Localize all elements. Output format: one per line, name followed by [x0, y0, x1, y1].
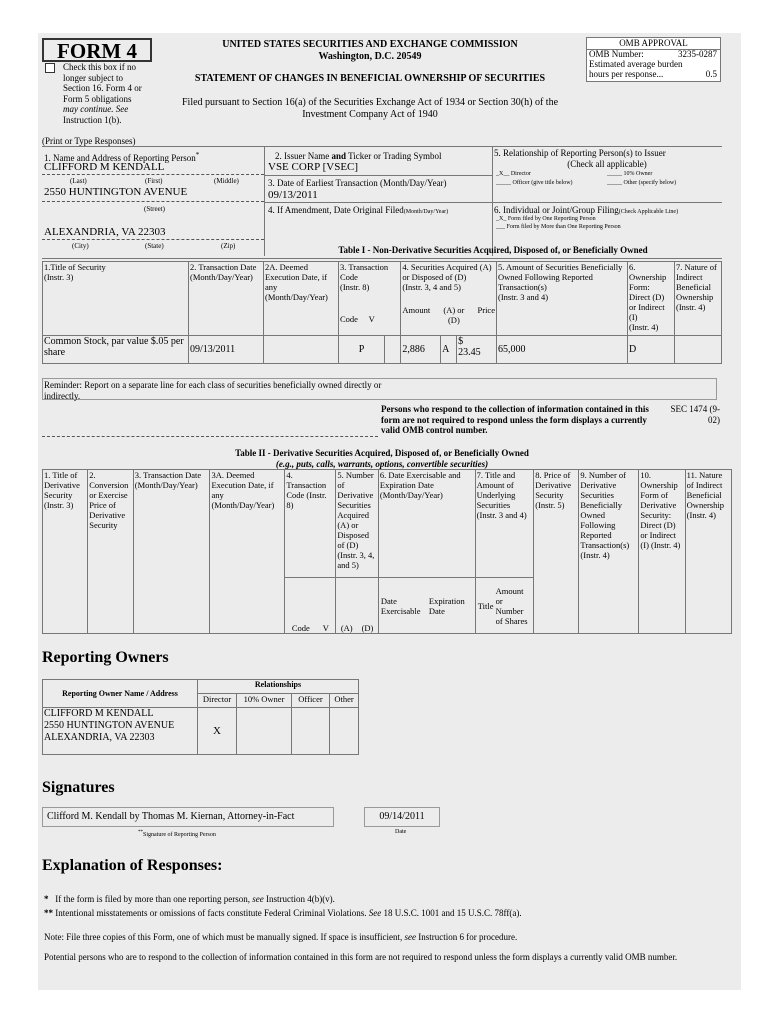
t2-h4: 4. Transaction Code (Instr. 8) — [285, 470, 336, 578]
street-label: (Street) — [144, 205, 165, 213]
signature-box — [42, 807, 334, 827]
tenpct-check: _____ 10% Owner — [607, 171, 653, 177]
t2-h1: 1. Title of Derivative Security (Instr. 3) — [43, 470, 88, 634]
director-check: _X__ Director — [496, 171, 531, 177]
owner-col-relationships: Relationships — [198, 680, 359, 694]
t2-sub-ad: (A) (D) — [336, 578, 379, 634]
owner-col-other: Other — [330, 694, 359, 708]
reporting-owners-heading: Reporting Owners — [42, 649, 169, 666]
omb-approval-box: OMB APPROVAL OMB Number: 3235-0287 Estimated average burden hours per response... 0.5 — [586, 37, 721, 82]
date-box — [364, 807, 440, 827]
t1-h2a: 2A. Deemed Execution Date, if any (Month/Day/Year) — [264, 262, 339, 336]
table-row — [43, 708, 359, 755]
city-label: (City) — [72, 242, 89, 250]
last-label: (Last) — [70, 177, 87, 185]
city-value: ALEXANDRIA, VA 22303 — [44, 226, 166, 238]
persons-notice: Persons who respond to the collection of information contained in this form are not required to respond unless the form displays a currently valid OMB control number. — [381, 404, 649, 435]
t1-r1-v — [385, 336, 401, 364]
t1-r1-amount: 2,886 — [401, 336, 441, 364]
signatures-heading: Signatures — [42, 779, 115, 796]
signer-name: Clifford M. Kendall by Thomas M. Kiernan, Attorney-in-Fact — [47, 811, 295, 822]
first-label: (First) — [145, 177, 163, 185]
state-label: (State) — [145, 242, 164, 250]
form-title: FORM 4 — [57, 39, 137, 63]
t1-r1-form: D — [628, 336, 675, 364]
owner-col-officer: Officer — [292, 694, 330, 708]
individual-more: ___ Form filed by More than One Reporting Person — [496, 224, 621, 230]
t1-h4: 4. Securities Acquired (A) or Disposed of (D) (Instr. 3, 4 and 5) Amount (A) or (D) Price — [401, 262, 497, 336]
reminder-text: Reminder: Report on a separate line for each class of securities beneficially owned directly or indirectly. — [44, 380, 382, 401]
t1-r1-ad: A — [441, 336, 457, 364]
agency-name: UNITED STATES SECURITIES AND EXCHANGE COMMISSION — [222, 39, 518, 50]
table2-title: Table II - Derivative Securities Acquired, Disposed of, or Beneficially Owned — [235, 448, 529, 458]
t2-h3: 3. Transaction Date (Month/Day/Year) — [133, 470, 210, 634]
owner-col-name: Reporting Owner Name / Address — [43, 680, 198, 708]
t2-sub-title-amount: Title Amount or Number of Shares — [475, 578, 534, 634]
t1-r1-owned: 65,000 — [497, 336, 628, 364]
middle-label: (Middle) — [214, 177, 239, 185]
form-title-box — [42, 38, 152, 62]
t2-h8: 8. Price of Derivative Security (Instr. 5) — [534, 470, 579, 634]
filed-pursuant-2: Investment Company Act of 1940 — [302, 109, 438, 120]
t2-h7: 7. Title and Amount of Underlying Securities (Instr. 3 and 4) — [475, 470, 534, 578]
owner-col-tenpct: 10% Owner — [237, 694, 292, 708]
reporting-owners-table — [42, 679, 359, 755]
owner-address: CLIFFORD M KENDALL 2550 HUNTINGTON AVENUE ALEXANDRIA, VA 22303 — [43, 708, 198, 755]
t1-h7: 7. Nature of Indirect Beneficial Ownership (Instr. 4) — [675, 262, 722, 336]
t2-h6: 6. Date Exercisable and Expiration Date (Month/Day/Year) — [378, 470, 475, 578]
explanation-note: Note: File three copies of this Form, one of which must be manually signed. If space is insufficient, see Instruction 6 for procedure. — [44, 932, 518, 942]
filed-pursuant-1: Filed pursuant to Section 16(a) of the Securities Exchange Act of 1934 or Section 30(h) of the — [181, 97, 559, 108]
t1-h6: 6. Ownership Form: Direct (D) or Indirect (I) (Instr. 4) — [628, 262, 675, 336]
signature-date: 09/14/2011 — [379, 811, 425, 822]
issuer-label: 2. Issuer Name and Ticker or Trading Symbol — [275, 151, 442, 161]
individual-one: _X_ Form filed by One Reporting Person — [496, 216, 596, 222]
table1-title: Table I - Non-Derivative Securities Acquired, Disposed of, or Beneficially Owned — [338, 245, 648, 255]
issuer-value: VSE CORP [VSEC] — [268, 161, 359, 173]
other-check: _____ Other (specify below) — [607, 180, 677, 186]
amendment-label: 4. If Amendment, Date Original Filed(Month/Day/Year) — [268, 205, 449, 215]
checkbox-instructions: Check this box if no longer subject to Section 16. Form 4 or Form 5 obligations may continue. See Instruction 1(b). — [63, 62, 142, 125]
street-value: 2550 HUNTINGTON AVENUE — [44, 186, 188, 198]
reporting-person-name: CLIFFORD M KENDALL — [44, 161, 165, 173]
statement-title: STATEMENT OF CHANGES IN BENEFICIAL OWNERSHIP OF SECURITIES — [194, 73, 546, 84]
owner-director-mark: X — [198, 708, 237, 755]
signature-label: **Signature of Reporting Person — [138, 830, 216, 838]
t2-h2: 2. Conversion or Exercise Price of Derivative Security — [88, 470, 134, 634]
earliest-value: 09/13/2011 — [268, 189, 318, 201]
t1-r1-title: Common Stock, par value $.05 per share — [43, 336, 189, 364]
table-row — [43, 336, 722, 364]
t1-h1: 1.Title of Security (Instr. 3) — [43, 262, 189, 336]
table2-subtitle: (e.g., puts, calls, warrants, options, convertible securities) — [275, 459, 489, 469]
t1-r1-nature — [675, 336, 722, 364]
explanation-potential: Potential persons who are to respond to the collection of information contained in this form are not required to respond unless the form displays a currently valid OMB number. — [44, 952, 678, 962]
print-type: (Print or Type Responses) — [42, 136, 136, 146]
t1-r1-date: 09/13/2011 — [189, 336, 264, 364]
sec-number: SEC 1474 (9-02) — [670, 404, 720, 425]
t1-r1-price: $ 23.45 — [457, 336, 497, 364]
relationship-sub: (Check all applicable) — [567, 159, 647, 169]
explanation-heading: Explanation of Responses: — [42, 857, 223, 874]
t1-r1-code: P — [339, 336, 385, 364]
t1-h2: 2. Transaction Date (Month/Day/Year) — [189, 262, 264, 336]
earliest-label: 3. Date of Earliest Transaction (Month/Day/Year) — [268, 178, 447, 188]
reporting-person-label: 1. Name and Address of Reporting Person* — [44, 151, 200, 163]
t1-h5: 5. Amount of Securities Beneficially Owned Following Reported Transaction(s) (Instr. 3 and 4) — [497, 262, 628, 336]
explanation-note-2: ** Intentional misstatements or omissions of facts constitute Federal Criminal Violations. See 18 U.S.C. 1001 and 15 U.S.C. 78ff(a). — [44, 908, 522, 918]
t1-r1-deemed — [264, 336, 339, 364]
t2-h5: 5. Number of Derivative Securities Acquired (A) or Disposed of (D) (Instr. 3, 4, and 5) — [336, 470, 379, 578]
table1 — [42, 261, 722, 364]
officer-check: _____ Officer (give title below) — [496, 180, 573, 186]
table2 — [42, 469, 732, 634]
explanation-note-1: * If the form is filed by more than one reporting person, see Instruction 4(b)(v). — [44, 894, 335, 904]
t2-h9: 9. Number of Derivative Securities Beneficially Owned Following Reported Transaction(s) (Instr. 4) — [579, 470, 639, 634]
zip-label: (Zip) — [221, 242, 236, 250]
t2-sub-code: Code V — [285, 578, 336, 634]
t2-h10: 10. Ownership Form of Derivative Security: Direct (D) or Indirect (I) (Instr. 4) — [639, 470, 685, 634]
t2-h11: 11. Nature of Indirect Beneficial Ownership (Instr. 4) — [685, 470, 731, 634]
t1-h3: 3. Transaction Code (Instr. 8) Code V — [339, 262, 401, 336]
no-longer-subject-checkbox[interactable] — [45, 63, 55, 73]
relationship-label: 5. Relationship of Reporting Person(s) to Issuer — [494, 148, 666, 158]
t2-h3a: 3A. Deemed Execution Date, if any (Month/Day/Year) — [210, 470, 285, 634]
date-label: Date — [395, 829, 407, 835]
agency-location: Washington, D.C. 20549 — [318, 51, 422, 62]
owner-col-director: Director — [198, 694, 237, 708]
t2-sub-dates: Date Exercisable Expiration Date — [378, 578, 475, 634]
individual-label: 6. Individual or Joint/Group Filing(Check Applicable Line) — [494, 205, 679, 215]
